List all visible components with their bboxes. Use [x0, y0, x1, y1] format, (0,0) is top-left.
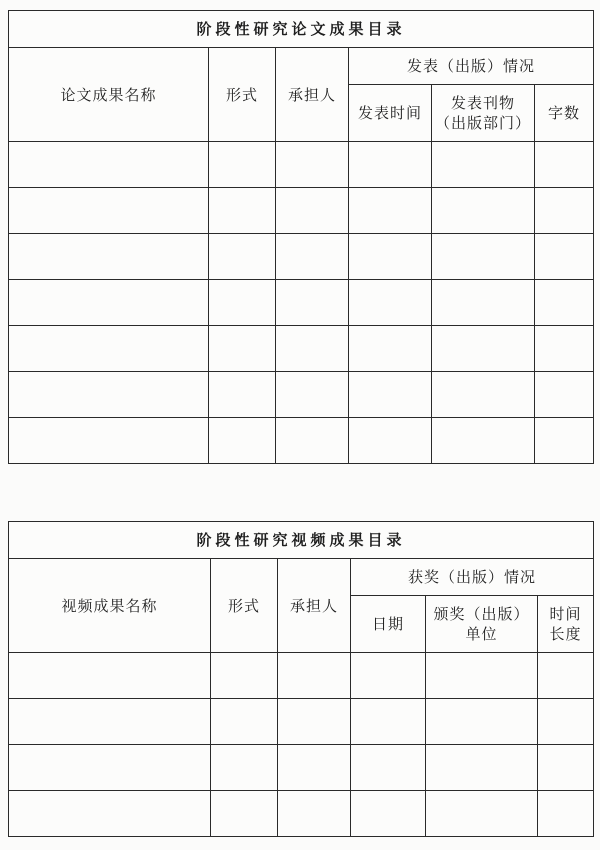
cell-author[interactable]: [276, 418, 349, 464]
col-header-publish-status: 发表（出版）情况: [349, 48, 594, 85]
cell-form[interactable]: [209, 280, 276, 326]
cell-publish-time[interactable]: [349, 142, 432, 188]
cell-journal[interactable]: [432, 326, 535, 372]
table-row: [9, 142, 594, 188]
col-header-duration-line1: 时间: [549, 605, 582, 623]
col-header-award-unit-line2: 单位: [465, 625, 498, 643]
cell-word-count[interactable]: [535, 142, 594, 188]
cell-author[interactable]: [276, 188, 349, 234]
table-row: [9, 372, 594, 418]
cell-award-unit[interactable]: [426, 745, 538, 791]
cell-video-name[interactable]: [9, 653, 211, 699]
col-header-author: 承担人: [278, 559, 351, 653]
table-title-row: [9, 522, 594, 559]
cell-journal[interactable]: [432, 234, 535, 280]
cell-author[interactable]: [278, 653, 351, 699]
video-results-table: [8, 521, 594, 837]
col-header-award-unit-line1: 颁奖（出版）: [433, 605, 530, 623]
cell-award-unit[interactable]: [426, 653, 538, 699]
table-row: [9, 234, 594, 280]
cell-form[interactable]: [209, 188, 276, 234]
col-header-author: 承担人: [276, 48, 349, 142]
cell-word-count[interactable]: [535, 372, 594, 418]
col-header-video-name: 视频成果名称: [9, 559, 211, 653]
cell-author[interactable]: [276, 142, 349, 188]
cell-form[interactable]: [209, 142, 276, 188]
table-row: [9, 280, 594, 326]
col-header-award-status: 获奖（出版）情况: [351, 559, 594, 596]
cell-duration[interactable]: [538, 745, 594, 791]
cell-author[interactable]: [276, 372, 349, 418]
cell-author[interactable]: [278, 745, 351, 791]
col-header-date: 日期: [351, 596, 426, 653]
cell-video-name[interactable]: [9, 745, 211, 791]
cell-form[interactable]: [211, 653, 278, 699]
col-header-paper-name: 论文成果名称: [9, 48, 209, 142]
cell-journal[interactable]: [432, 142, 535, 188]
cell-journal[interactable]: [432, 188, 535, 234]
cell-word-count[interactable]: [535, 326, 594, 372]
header-row: [9, 48, 594, 85]
col-header-word-count: 字数: [535, 85, 594, 142]
cell-award-unit[interactable]: [426, 699, 538, 745]
col-header-award-unit: [426, 596, 538, 653]
header-row: [9, 559, 594, 596]
cell-publish-time[interactable]: [349, 280, 432, 326]
cell-video-name[interactable]: [9, 791, 211, 837]
cell-duration[interactable]: [538, 699, 594, 745]
cell-word-count[interactable]: [535, 280, 594, 326]
cell-paper-name[interactable]: [9, 326, 209, 372]
table-title: 阶段性研究论文成果目录: [9, 11, 594, 48]
cell-date[interactable]: [351, 699, 426, 745]
cell-word-count[interactable]: [535, 188, 594, 234]
cell-paper-name[interactable]: [9, 188, 209, 234]
paper-results-table: [8, 10, 594, 464]
col-header-journal: [432, 85, 535, 142]
cell-author[interactable]: [276, 280, 349, 326]
col-header-journal-line1: 发表刊物: [450, 94, 515, 112]
cell-journal[interactable]: [432, 372, 535, 418]
cell-video-name[interactable]: [9, 699, 211, 745]
cell-paper-name[interactable]: [9, 372, 209, 418]
table-row: [9, 745, 594, 791]
cell-publish-time[interactable]: [349, 326, 432, 372]
cell-form[interactable]: [211, 745, 278, 791]
cell-journal[interactable]: [432, 418, 535, 464]
col-header-journal-line2: （出版部门）: [434, 114, 531, 132]
cell-word-count[interactable]: [535, 234, 594, 280]
table-row: [9, 418, 594, 464]
col-header-duration: [538, 596, 594, 653]
cell-paper-name[interactable]: [9, 280, 209, 326]
cell-author[interactable]: [276, 326, 349, 372]
cell-paper-name[interactable]: [9, 142, 209, 188]
cell-publish-time[interactable]: [349, 188, 432, 234]
col-header-form: 形式: [209, 48, 276, 142]
cell-author[interactable]: [278, 791, 351, 837]
table-row: [9, 326, 594, 372]
cell-author[interactable]: [278, 699, 351, 745]
cell-duration[interactable]: [538, 653, 594, 699]
cell-journal[interactable]: [432, 280, 535, 326]
cell-paper-name[interactable]: [9, 234, 209, 280]
table-row: [9, 791, 594, 837]
table-title-row: [9, 11, 594, 48]
cell-duration[interactable]: [538, 791, 594, 837]
cell-date[interactable]: [351, 745, 426, 791]
col-header-publish-time: 发表时间: [349, 85, 432, 142]
cell-award-unit[interactable]: [426, 791, 538, 837]
cell-form[interactable]: [211, 791, 278, 837]
cell-publish-time[interactable]: [349, 372, 432, 418]
table-title: 阶段性研究视频成果目录: [9, 522, 594, 559]
col-header-duration-line2: 长度: [549, 625, 582, 643]
table-row: [9, 653, 594, 699]
table-row: [9, 699, 594, 745]
cell-word-count[interactable]: [535, 418, 594, 464]
col-header-form: 形式: [211, 559, 278, 653]
cell-publish-time[interactable]: [349, 234, 432, 280]
cell-date[interactable]: [351, 653, 426, 699]
cell-form[interactable]: [209, 372, 276, 418]
cell-form[interactable]: [209, 234, 276, 280]
cell-paper-name[interactable]: [9, 418, 209, 464]
cell-form[interactable]: [209, 326, 276, 372]
cell-author[interactable]: [276, 234, 349, 280]
cell-date[interactable]: [351, 791, 426, 837]
table-row: [9, 188, 594, 234]
cell-form[interactable]: [211, 699, 278, 745]
cell-publish-time[interactable]: [349, 418, 432, 464]
cell-form[interactable]: [209, 418, 276, 464]
